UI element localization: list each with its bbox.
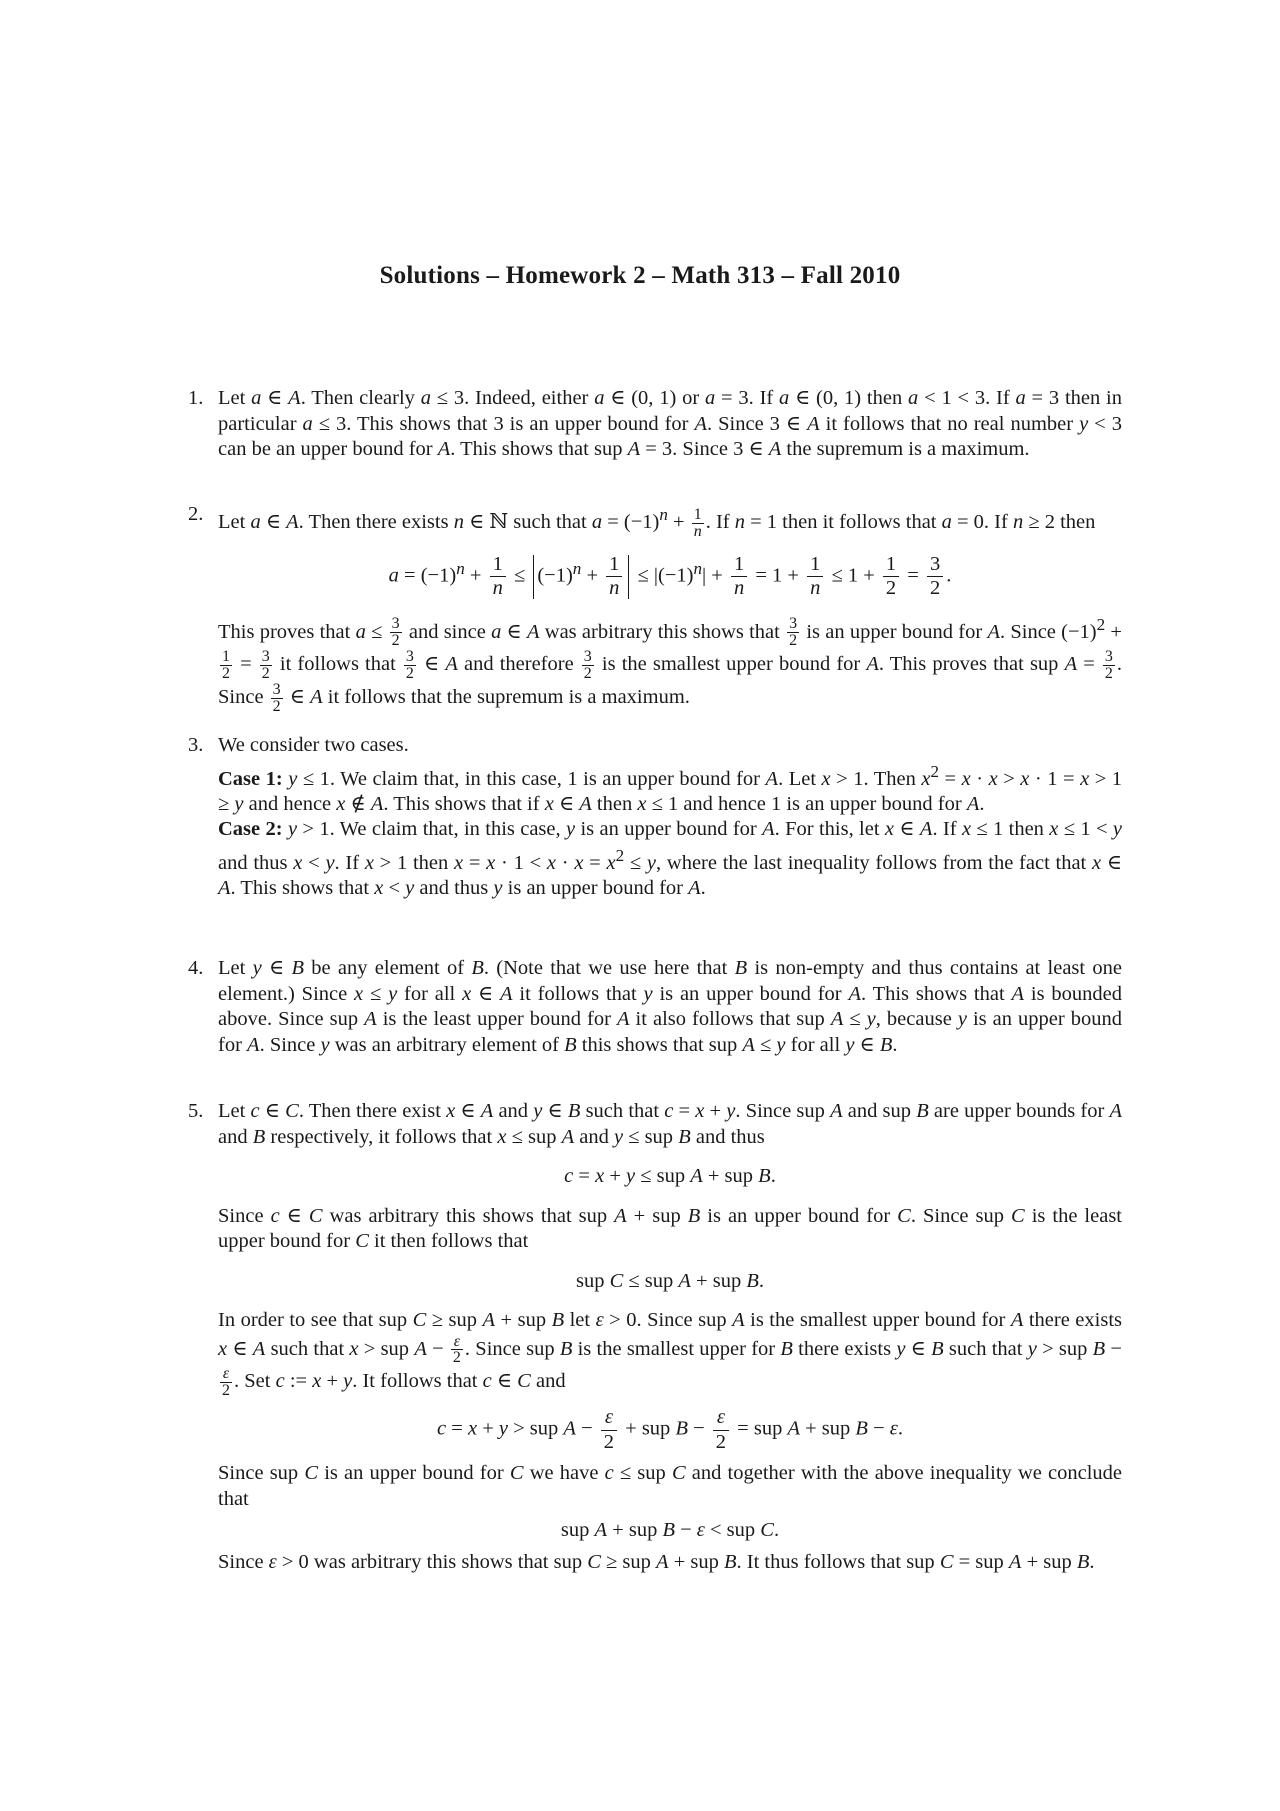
item-number: 5. xyxy=(188,1100,204,1122)
item-number: 1. xyxy=(188,387,204,409)
solution-2 xyxy=(188,502,1123,716)
solution-5-para-2: Since c ∈ C was arbitrary this shows that sup A + sup B is an upper bound for C. Since sup C is the least upper bound for C it then follows that xyxy=(218,1204,1123,1252)
solution-2-conclusion: This proves that a ≤ $\frac{3}{2}$ and since a ∈ A was arbitrary this shows that $\frac{3}{2}$ is an upper bound for A. Since $(-1)^2$ + $\frac{1}{2}$ = $\frac{3}{2}$ it follows that $\frac{3}{2}$ ∈ A and therefore $\frac{3}{2}$ is the smallest upper bound for A. This proves that sup A = $\frac{3}{2}$ . Since $\frac{3}{2}$ ∈ A it follows that the supremum is a maximum. xyxy=(218,614,1123,716)
item-number: 2. xyxy=(188,503,204,525)
page-title: Solutions – Homework 2 – Math 313 – Fall 2010 xyxy=(379,262,901,289)
solution-5-para-3: In order to see that sup C ≥ sup A + sup B let ε > 0. Since sup A is the smallest upper bound for A there exists x ∈ A such that x > sup A − $\frac{\varepsilon}{2}$ . Since sup B is the smallest upper for B there exists y ∈ B such that y > sup B − $\frac{\varepsilon}{2}$ . Set c := x + y. It follows that c ∈ C and xyxy=(218,1309,1122,1400)
solution-2-intro: Let a ∈ A. Then there exists n ∈ ℕ such that $a = (-1)^n$ + $\frac{1}{n}$ . If n = 1 then it follows that a = 0. If n ≥ 2 then xyxy=(218,505,1096,540)
solution-3-text: We consider two cases. Case 1: y ≤ 1. We claim that, in this case, 1 is an upper bound for A. Let x > 1. Then $x^2 = x \cdot x > x \cdot 1 = x > 1 \ge y$ and hence x ∉ A. This shows that if x ∈ A then x ≤ 1 and hence 1 is an upper bound for A. Case 2: y > 1. We claim that, in this case, y is an upper bound for A. For this, let x ∈ A. If x ≤ 1 then x ≤ 1 < y and thus x < y. If x > 1 then $x = x \cdot 1 < x \cdot x = x^2 \le y$, where the last inequality follows from the fact that x ∈ A. This shows that x < y and thus y is an upper bound for A. xyxy=(218,734,1123,900)
solution-5-intro: Let c ∈ C. Then there exist x ∈ A and y ∈ B such that c = x + y. Since sup A and sup B are upper bounds for A and B respectively, it follows that x ≤ sup A and y ≤ sup B and thus xyxy=(218,1100,1122,1148)
solution-5 xyxy=(188,1099,1123,1575)
solution-1 xyxy=(188,386,1123,463)
solution-4-text: Let y ∈ B be any element of B. (Note that we use here that B is non-empty and thus contains at least one element.) Since x ≤ y for all x ∈ A it follows that y is an upper bound for A. This shows that A is bounded above. Since sup A is the least upper bound for A it also follows that sup A ≤ y, because y is an upper bound for A. Since y was an arbitrary element of B this shows that sup A ≤ y for all y ∈ B. xyxy=(218,957,1122,1056)
solution-5-display-3: c = x + y > sup A − $\frac{\varepsilon}{2}$ + sup B − $\frac{\varepsilon}{2}$ = sup A + sup B − ε. xyxy=(437,1406,903,1453)
item-number: 3. xyxy=(188,734,204,756)
solution-4 xyxy=(188,956,1122,1058)
solution-2-display: $a = (-1)^n$ + $\frac{1}{n}$ ≤ $(-1)^n$ + $\frac{1}{n}$ ≤ $|(-1)^n|$ + $\frac{1}{n}$ = 1 + $\frac{1}{n}$ ≤ 1 + $\frac{1}{2}$ = $\frac{3}{2}$ . xyxy=(388,552,952,600)
solution-5-display-1: c = x + y ≤ sup A + sup B. xyxy=(564,1165,776,1187)
solution-3 xyxy=(188,733,1123,902)
solution-1-text: Let a ∈ A. Then clearly a ≤ 3. Indeed, either a ∈ (0, 1) or a = 3. If a ∈ (0, 1) then a < 1 < 3. If a = 3 then in particular a ≤ 3. This shows that 3 is an upper bound for A. Since 3 ∈ A it follows that no real number y < 3 can be an upper bound for A. This shows that sup A = 3. Since 3 ∈ A the supremum is a maximum. xyxy=(218,387,1123,460)
solution-5-para-4: Since sup C is an upper bound for C we have c ≤ sup C and together with the above inequality we conclude that xyxy=(218,1462,1122,1510)
solution-5-display-2: sup C ≤ sup A + sup B. xyxy=(575,1269,764,1292)
solution-5-display-4: sup A + sup B − ε < sup C. xyxy=(560,1519,780,1542)
item-number: 4. xyxy=(188,957,204,979)
solution-5-para-5: Since ε > 0 was arbitrary this shows that sup C ≥ sup A + sup B. It thus follows that sup C = sup A + sup B. xyxy=(218,1550,1095,1573)
